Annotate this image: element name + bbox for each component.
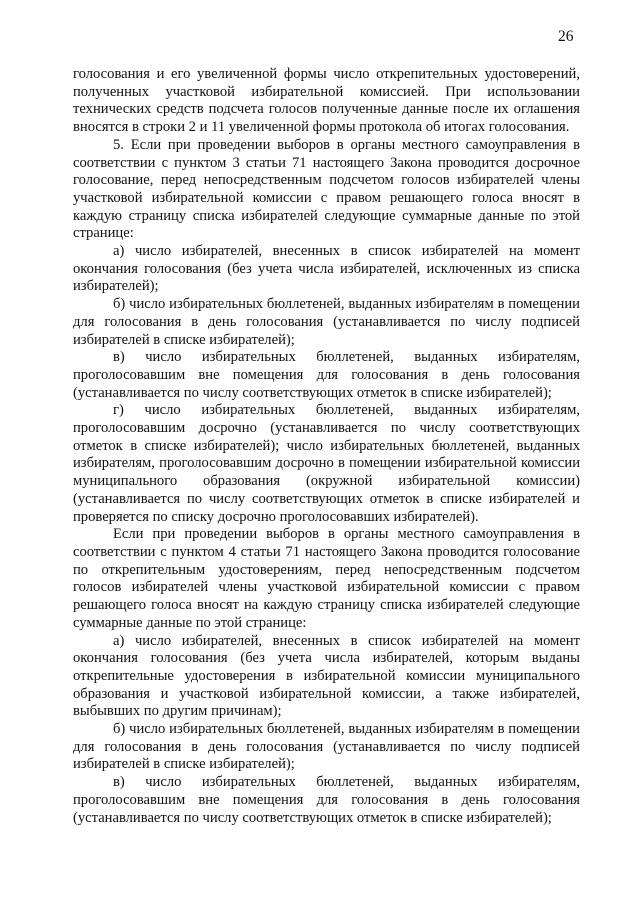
- paragraph: а) число избирателей, внесенных в список избирателей на момент окончания голосования (без учета числа избирателей, исключенных из списка избирателей);: [73, 243, 580, 295]
- paragraph: б) число избирательных бюллетеней, выданных избирателям в помещении для голосования в день голосования (устанавливается по числу подписей избирателей в списке избирателей);: [73, 721, 580, 773]
- document-body: [73, 66, 580, 827]
- paragraph: Если при проведении выборов в органы местного самоуправления в соответствии с пунктом 4 статьи 71 настоящего Закона проводится голосование по открепительным удостоверениям, перед непосредственным подсчетом голосов избирателей члены участковой избирательной комиссии с правом решающего голоса вносят на каждую страницу списка избирателей следующие суммарные данные по этой странице:: [73, 526, 580, 631]
- paragraph: в) число избирательных бюллетеней, выданных избирателям, проголосовавшим вне помещения для голосования в день голосования (устанавливается по числу соответствующих отметок в списке избирателей);: [73, 774, 580, 826]
- paragraph: в) число избирательных бюллетеней, выданных избирателям, проголосовавшим вне помещения для голосования в день голосования (устанавливается по числу соответствующих отметок в списке избирателей);: [73, 349, 580, 401]
- page-number: 26: [558, 28, 574, 45]
- paragraph: б) число избирательных бюллетеней, выданных избирателям в помещении для голосования в день голосования (устанавливается по числу подписей избирателей в списке избирателей);: [73, 296, 580, 348]
- paragraph: г) число избирательных бюллетеней, выданных избирателям, проголосовавшим досрочно (устанавливается по числу соответствующих отметок в списке избирателей); число избирательных бюллетеней, выданных избирателям, проголосовавшим досрочно в помещении избирательной комиссии муниципального образования (окружной избирательной комиссии) (устанавливается по числу соответствующих отметок в списке избирателей и проверяется по списку досрочно проголосовавших избирателей).: [73, 402, 580, 525]
- paragraph: голосования и его увеличенной формы число открепительных удостоверений, полученных участковой избирательной комиссией. При использовании технических средств подсчета голосов полученные данные после их оглашения вносятся в строки 2 и 11 увеличенной формы протокола об итогах голосования.: [73, 66, 580, 136]
- paragraph: а) число избирателей, внесенных в список избирателей на момент окончания голосования (без учета числа избирателей, которым выданы открепительные удостоверения в избирательной комиссии муниципального образования и участковой избирательной комиссии, а также избирателей, выбывших по другим причинам);: [73, 632, 580, 720]
- paragraph: 5. Если при проведении выборов в органы местного самоуправления в соответствии с пунктом 3 статьи 71 настоящего Закона проводится досрочное голосование, перед непосредственным подсчетом голосов избирателей члены участковой избирательной комиссии с правом решающего голоса вносят в каждую страницу списка избирателей следующие суммарные данные по этой странице:: [73, 136, 580, 242]
